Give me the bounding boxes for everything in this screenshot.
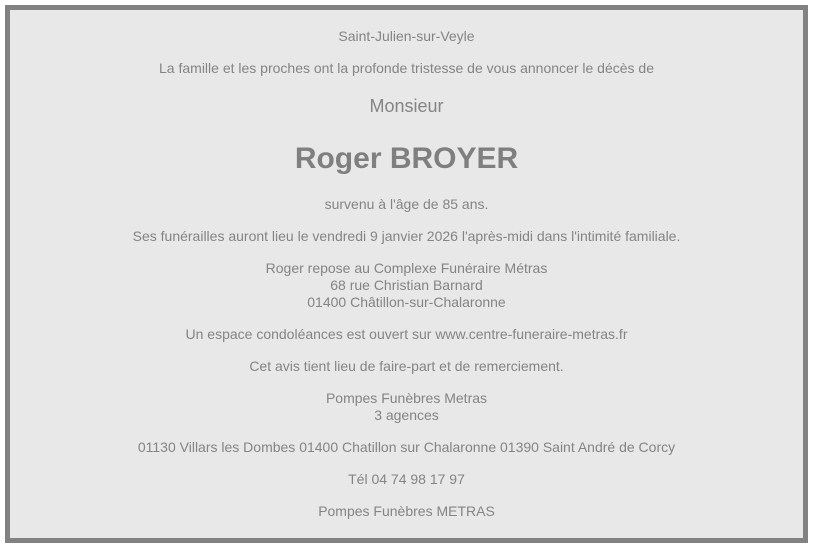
funeral-home-name: Pompes Funèbres Metras <box>325 390 488 406</box>
repose-line: Roger repose au Complexe Funéraire Métras <box>265 260 548 276</box>
funeral-home-block <box>40 390 773 424</box>
condolences-line: Un espace condoléances est ouvert sur www.centre-funeraire-metras.fr <box>185 326 628 342</box>
faire-part-line: Cet avis tient lieu de faire-part et de remerciement. <box>249 358 564 374</box>
funeral-home-phone: Tél 04 74 98 17 97 <box>348 471 465 487</box>
obituary-notice-content <box>10 10 803 543</box>
announcement-line: La famille et les proches ont la profonde tristesse de vous annoncer le décès de <box>159 60 654 76</box>
obituary-notice-box <box>5 5 808 543</box>
funeral-date-line: Ses funérailles auront lieu le vendredi 9 janvier 2026 l'après-midi dans l'intimité familiale. <box>132 228 681 244</box>
funeral-home-signature: Pompes Funèbres METRAS <box>318 503 495 519</box>
repose-address-block <box>40 260 773 311</box>
city-line: Saint-Julien-sur-Veyle <box>338 28 475 44</box>
funeral-home-agencies: 3 agences <box>374 407 439 423</box>
repose-street: 68 rue Christian Barnard <box>330 277 483 293</box>
repose-city: 01400 Châtillon-sur-Chalaronne <box>307 294 506 310</box>
funeral-home-locations: 01130 Villars les Dombes 01400 Chatillon sur Chalaronne 01390 Saint André de Corcy <box>137 439 676 455</box>
age-line: survenu à l'âge de 85 ans. <box>324 196 489 212</box>
deceased-name: Roger BROYER <box>294 142 519 175</box>
civility-title: Monsieur <box>369 96 444 116</box>
